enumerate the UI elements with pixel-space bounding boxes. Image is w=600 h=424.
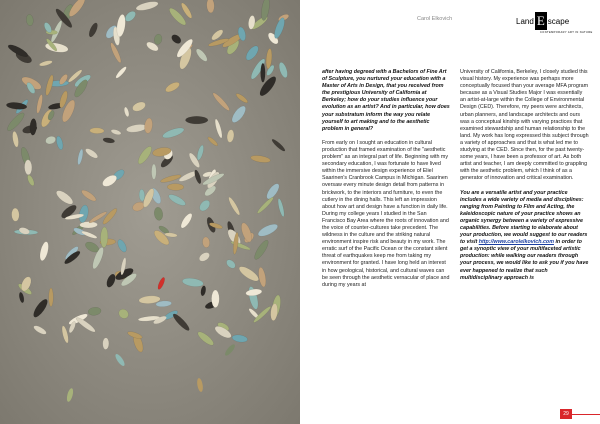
painted-leaf — [167, 183, 184, 190]
interview-question: after having degreed with a Bachelors of Fine Art of Sculpture, you nurtured your education with a Master of Arts in Design, that you received from the prestigious University of California at Berkeley; how do your studies influence your evolution as an artist? And in particular, how does your substratum inform the way you relate yourself to art making and to the aesthetic problem in general? — [322, 69, 450, 132]
painted-leaf — [186, 116, 208, 124]
magazine-logo — [516, 14, 569, 28]
logo-subtitle: CONTEMPORARY ART IN NATURE — [540, 31, 593, 34]
painted-leaf — [212, 290, 220, 308]
painted-leaf — [103, 338, 109, 350]
painted-leaf — [139, 189, 145, 201]
header-author: Carol Elkovich — [417, 16, 453, 22]
interview-answer-continued: University of California, Berkeley, I closely studied this visual history. My experience was perhaps more conceptually focused than your average MFA program because as a Visual Studies Major I was essentially an artist-at-large within the College of Environmental Design (CED). Therefore, my peers were architects, urban planners, and landscape architects and ours was a conceptual kinship with varying practices that examined stewardship and human relationship to the land. My work has long expressed this subject through a variety of approaches and that is what led me to studying at the CED. Since then, for the past twenty-some years, I have been a professor of art. As both artist and teacher, I am deeply committed to grappling with the aesthetic problem, which I think of as a generator of innovation and critical examination. — [460, 69, 589, 182]
question-text-b: in order to get a synoptic view of your multifaceted artistic production: while walking our readers through your process, we would like to ask you if you have ever happened to realize that such multidisciplinary approach is — [460, 239, 589, 281]
logo-text-left: Land — [516, 16, 534, 26]
logo-letter-box: E — [535, 12, 547, 30]
interview-question-2 — [460, 190, 589, 282]
website-link[interactable]: http://www.carolelkovich.com — [478, 239, 554, 246]
article-page — [300, 0, 600, 424]
painted-leaf — [151, 164, 156, 179]
painted-leaf — [49, 288, 54, 307]
logo-text-right: scape — [547, 16, 570, 26]
text-column-left — [322, 69, 451, 289]
page-number: 29 — [560, 409, 572, 419]
question-text-a: You are a versatile artist and your practice includes a wide variety of media and disciplines: ranging from Painting to Film and Acting, the kaleidoscopic nature of your practice shows an organic synergy between a variety of expressive capabilities. Before starting to elaborate about your production, we would suggest to our readers to visit — [460, 189, 588, 246]
page-number-rule — [572, 414, 600, 415]
painted-leaf — [261, 63, 266, 82]
text-column-right — [460, 69, 589, 282]
interview-answer: From early on I sought an education in cultural production that framed examination of the "aesthetic problem" as an integral part of life. Beginning with my secondary education, I was fortunate to have lived within the immersive design experience of Eliel Saarinen's Cranbrook Campus in Michigan. Saarinen oversaw every minute design detail from patterns in brickwork, to the interiors and furniture, to even the cutlery in the dining halls. This left an impression about how art and design have a function in daily life. During my college years I studied in the San Francisco Bay Area where the roots of innovation and the voice of counter-cultures take precedent. The wildness in the culture and the striking natural environment inspire risk and beauty in my work. The erratic surf of the Pacific Ocean or the constant silent threat of earthquakes keep me from taking my environment for granted. I have long held an interest in how geological, historical, and cultural waves can be seen through the aesthetic vernacular of place and during my years at — [322, 139, 450, 288]
